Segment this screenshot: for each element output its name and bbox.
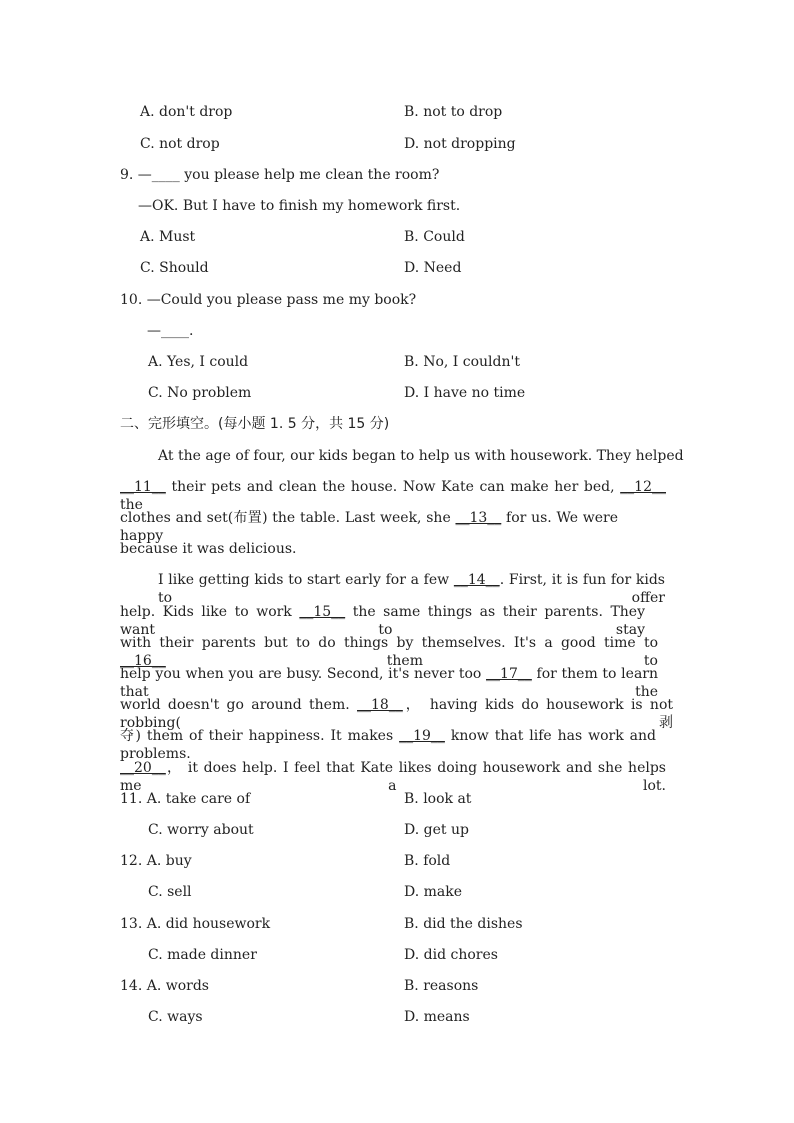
q9-option-b: B. Could [404,229,465,245]
q9-option-a: A. Must [140,229,196,245]
blank-15: __15__ [299,604,346,620]
q14-option-b: B. reasons [404,978,479,994]
passage-line: 夺) them of their happiness. It makes __19__ know that life has work and problems. [120,728,656,762]
q13-option-b: B. did the dishes [404,916,523,932]
q8-option-c: C. not drop [140,136,220,152]
blank-16: __16__ [120,653,166,669]
blank-19: __19__ [399,728,445,744]
q8-option-b: B. not to drop [404,104,503,120]
passage-line: __20__， it does help. I feel that Kate likes doing housework and she helps me a lot. [120,760,666,794]
q12-option-a: 12. A. buy [120,853,192,869]
passage-line: help you when you are busy. Second, it's never too __17__ for them to learn that the [120,666,658,700]
passage-line: __11__ their pets and clean the house. Now Kate can make her bed, __12__ the [120,479,666,513]
q12-option-c: C. sell [148,884,192,900]
blank-17: __17__ [486,666,532,682]
passage-line: clothes and set(布置) the table. Last week, she __13__ for us. We were happy [120,510,618,544]
q9-reply: —OK. But I have to finish my homework first. [138,198,461,214]
q10-option-c: C. No problem [148,385,252,401]
q8-option-a: A. don't drop [140,104,233,120]
q14-option-c: C. ways [148,1009,203,1025]
blank-18: __18__ [357,697,403,713]
passage-line: I like getting kids to start early for a few __14__. First, it is fun for kids to offer [158,572,665,606]
q12-option-d: D. make [404,884,463,900]
q11-option-a: 11. A. take care of [120,791,251,807]
blank-13: __13__ [455,510,502,526]
q10-option-b: B. No, I couldn't [404,354,520,370]
q11-option-c: C. worry about [148,822,254,838]
q12-option-b: B. fold [404,853,451,869]
blank-12: __12__ [620,479,666,495]
q13-option-d: D. did chores [404,947,498,963]
passage-line: At the age of four, our kids began to help us with housework. They helped [158,448,684,464]
q10-option-d: D. I have no time [404,385,526,401]
q10-option-a: A. Yes, I could [148,354,249,370]
passage-line: world doesn't go around them. __18__， having kids do housework is not robbing(剥 [120,697,673,731]
passage-line: help. Kids like to work __15__ the same things as their parents. They want to stay [120,604,645,638]
passage-line: with their parents but to do things by themselves. It's a good time to __16__ them to [120,635,658,669]
q11-option-b: B. look at [404,791,472,807]
blank-20: __20__ [120,760,166,776]
q14-option-a: 14. A. words [120,978,209,994]
q9-option-d: D. Need [404,260,462,276]
q14-option-d: D. means [404,1009,470,1025]
blank-11: __11__ [120,479,166,495]
section-heading: 二、完形填空。(每小题 1. 5 分，共 15 分) [120,416,390,432]
passage-line: because it was delicious. [120,541,297,557]
q9-stem: 9. —____ you please help me clean the room? [120,167,440,183]
q8-option-d: D. not dropping [404,136,516,152]
q13-option-a: 13. A. did housework [120,916,271,932]
q13-option-c: C. made dinner [148,947,257,963]
q10-reply: —____. [147,323,194,339]
blank-14: __14__ [453,572,500,588]
q9-option-c: C. Should [140,260,209,276]
q10-stem: 10. —Could you please pass me my book? [120,292,417,308]
q11-option-d: D. get up [404,822,469,838]
